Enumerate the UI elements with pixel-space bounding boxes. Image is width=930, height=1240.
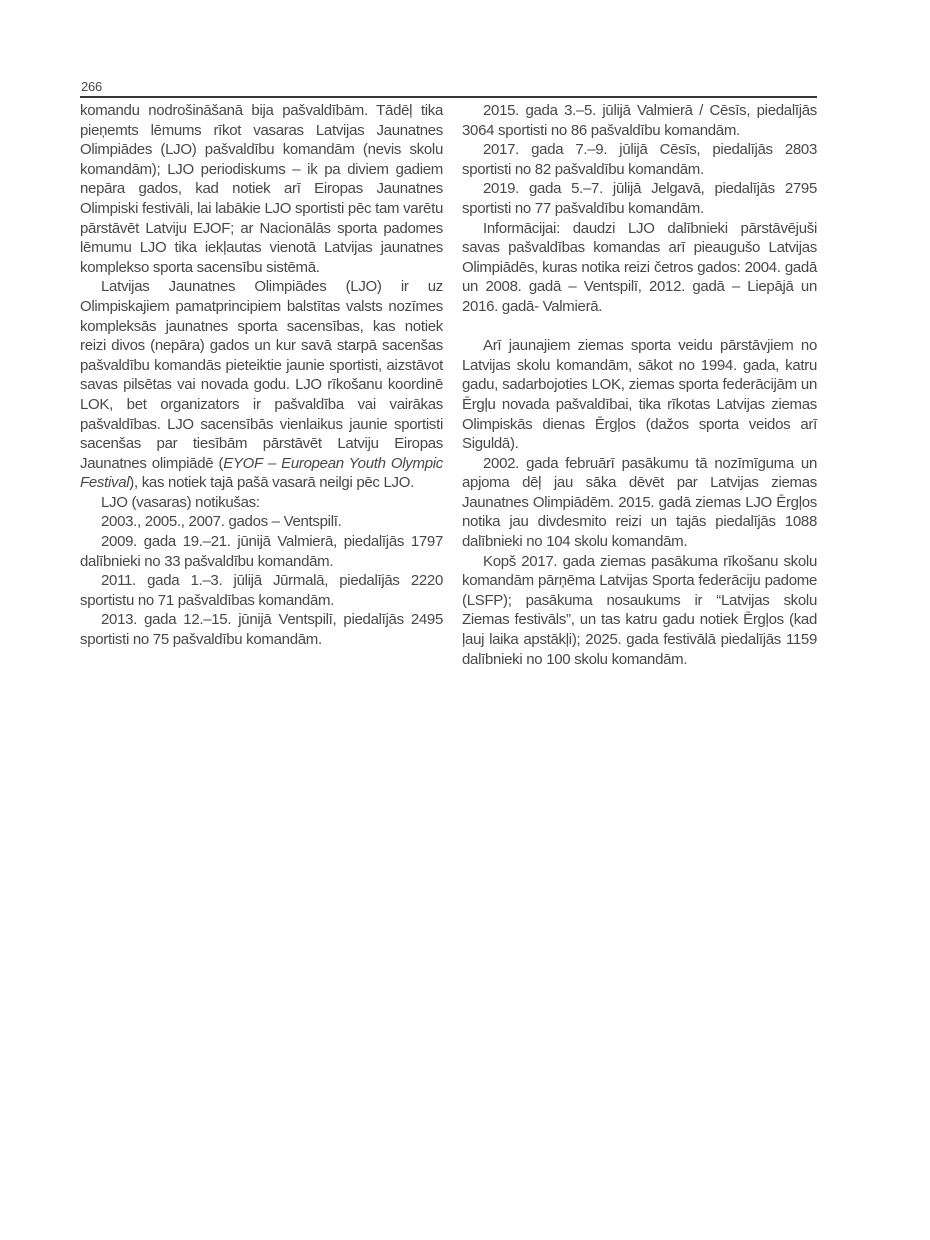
paragraph xyxy=(80,512,443,532)
paragraph xyxy=(80,101,443,277)
text-segment: ), kas notiek tajā pašā vasarā neilgi pēc LJO. xyxy=(129,474,414,492)
text-segment: 2019. gada 5.–7. jūlijā Jelgavā, piedalījās 2795 sportisti no 77 pašvaldību komandām. xyxy=(462,180,817,217)
paragraph xyxy=(462,552,817,670)
text-segment: 2002. gada februārī pasākumu tā nozīmīguma un apjoma dēļ jau sāka dēvēt par Latvijas ziemas Jaunatnes Olimpiādēm. 2015. gadā ziemas LJO Ērgļos notika jau divdesmito reizi un tajās piedalījās 1088 dalībnieki no 104 skolu komandām. xyxy=(462,454,817,551)
page-number: 266 xyxy=(81,79,103,94)
column-right xyxy=(462,101,817,669)
paragraph xyxy=(462,179,817,218)
text-segment: 2003., 2005., 2007. gados – Ventspilī. xyxy=(101,513,342,531)
text-segment: Kopš 2017. gada ziemas pasākuma rīkošanu skolu komandām pārņēma Latvijas Sporta federāciju padome (LSFP); pasākuma nosaukums ir “Latvijas skolu Ziemas festivāls”, un tas katru gadu notiek Ērgļos (kad ļauj laika apstākļi); 2025. gada festivālā piedalījās 1159 dalībnieki no 100 skolu komandām. xyxy=(462,552,817,668)
text-segment: Latvijas Jaunatnes Olimpiādes (LJO) ir uz Olimpiskajiem pamatprincipiem balstītas valsts nozīmes kompleksās jaunatnes sporta sacensības, kas notiek reizi divos (nepāra) gados un kur savā starpā sacenšas pašvaldību komandās pieteiktie jaunie sportisti, aizstāvot savas pilsētas vai novada godu. LJO rīkošanu koordinē LOK, bet organizators ir pašvaldība vai vairākas pašvaldības. LJO sacensībās vienlaikus jaunie sportisti sacenšas par tiesībām pārstāvēt Latviju Eiropas Jaunatnes olimpiādē ( xyxy=(80,278,443,472)
text-segment: 2015. gada 3.–5. jūlijā Valmierā / Cēsīs, piedalījās 3064 sportisti no 86 pašvaldību komandām. xyxy=(462,102,817,139)
paragraph xyxy=(462,454,817,552)
header-rule xyxy=(80,96,817,98)
text-segment: 2009. gada 19.–21. jūnijā Valmierā, piedalījās 1797 dalībnieki no 33 pašvaldību komandām. xyxy=(80,533,443,570)
text-segment: Arī jaunajiem ziemas sporta veidu pārstāvjiem no Latvijas skolu komandām, sākot no 1994. gada, katru gadu, sadarbojoties LOK, ziemas sporta federācijām un Ērgļu novada pašvaldībai, tika rīkotas Latvijas ziemas Olimpiskās dienas Ērgļos (dažos sporta veidos arī Siguldā). xyxy=(462,337,817,453)
text-segment: LJO (vasaras) notikušas: xyxy=(101,493,260,511)
paragraph xyxy=(462,336,817,454)
paragraph xyxy=(80,571,443,610)
column-left xyxy=(80,101,443,650)
text-segment-italic: EYOF – European Youth Olympic Festival xyxy=(80,454,443,492)
paragraph xyxy=(80,610,443,649)
text-segment: 2011. gada 1.–3. jūlijā Jūrmalā, piedalījās 2220 sportistu no 71 pašvaldības komandām. xyxy=(80,572,443,609)
text-segment: komandu nodrošināšanā bija pašvaldībām. Tādēļ tika pieņemts lēmums rīkot vasaras Latvijas Jaunatnes Olimpiādes (LJO) pašvaldību komandām (nevis skolu komandām); LJO periodiskums – ik pa diviem gadiem nepāra gados, kad notiek arī Eiropas Jaunatnes Olimpiski festivāli, lai labākie LJO sportisti pēc tam varētu pārstāvēt Latviju EJOF; ar Nacionālās sporta padomes lēmumu LJO tika iekļautas vienotā Latvijas jaunatnes komplekso sporta sacensību sistēmā. xyxy=(80,102,443,276)
text-segment: 2017. gada 7.–9. jūlijā Cēsīs, piedalījās 2803 sportisti no 82 pašvaldību komandām. xyxy=(462,141,817,178)
paragraph xyxy=(80,277,443,493)
paragraph xyxy=(462,101,817,140)
paragraph xyxy=(80,493,443,513)
paragraph xyxy=(462,140,817,179)
article-columns xyxy=(80,101,817,669)
text-segment: 2013. gada 12.–15. jūnijā Ventspilī, piedalījās 2495 sportisti no 75 pašvaldību komandām. xyxy=(80,611,443,649)
paragraph xyxy=(80,532,443,571)
paragraph xyxy=(462,219,817,317)
text-segment: Informācijai: daudzi LJO dalībnieki pārstāvējuši savas pašvaldības komandas arī pieaugušo Latvijas Olimpiādēs, kuras notika reizi četros gados: 2004. gadā un 2008. gadā – Ventspilī, 2012. gadā – Liepājā un 2016. gadā- Valmierā. xyxy=(462,219,817,315)
